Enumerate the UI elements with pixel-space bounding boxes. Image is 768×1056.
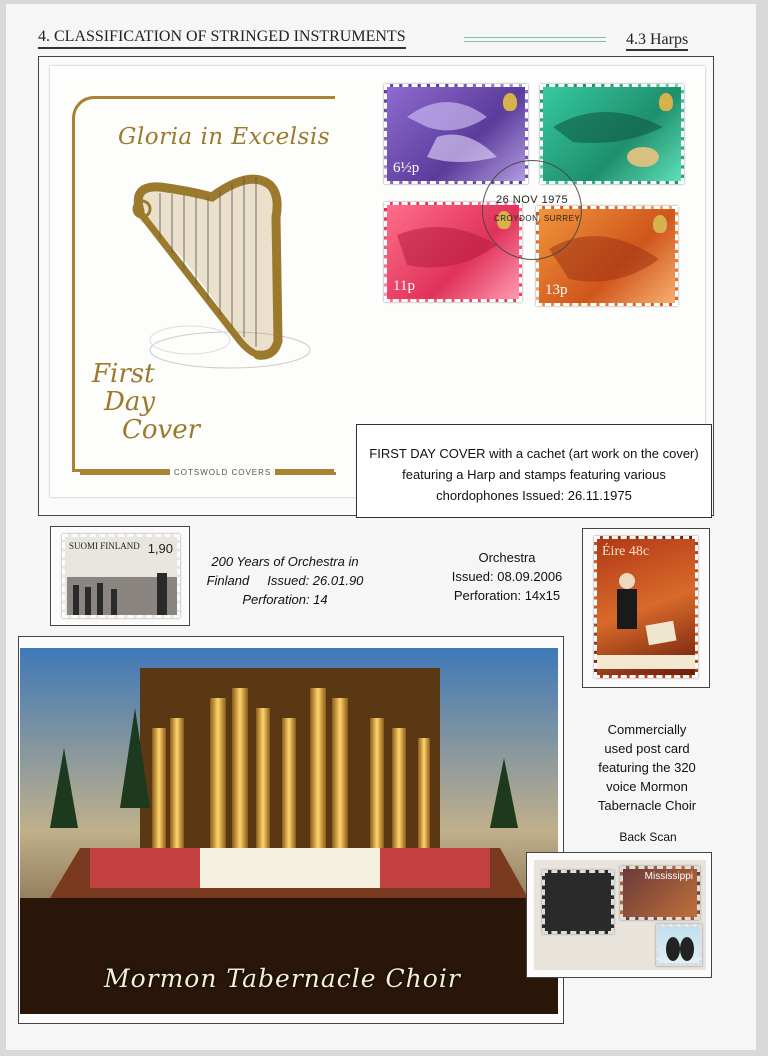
back-stamp-portrait: [542, 870, 614, 934]
cachet-top-line: [130, 96, 335, 99]
postcard-note-line-4: voice Mormon: [606, 779, 688, 794]
cachet-maker: COTSWOLD COVERS: [170, 468, 275, 477]
conductor-icon: [597, 563, 697, 673]
finland-note: [200, 552, 370, 609]
ireland-note-line-3: Perforation: 14x15: [453, 588, 561, 603]
back-scan-image: [534, 860, 706, 970]
finland-stamp: [62, 534, 180, 618]
penguin-icon: [659, 927, 699, 963]
postmark-place: CROYDON, SURREY: [494, 214, 581, 223]
postcard-note-line-1: Commercially: [607, 722, 687, 737]
fdc-line-2: Day: [104, 387, 156, 417]
finland-value: 1,90: [147, 541, 173, 556]
postmark: [482, 160, 582, 260]
postcard-image: [20, 648, 558, 1014]
ireland-note-line-1: Orchestra: [478, 550, 536, 565]
back-stamp-mississippi: [620, 866, 700, 920]
cachet-title: Gloria in Excelsis: [118, 124, 331, 150]
stamp-value: 13p: [545, 282, 568, 298]
finland-note-line-2: Finland Issued: 26.01.90: [206, 573, 364, 588]
postcard-note-line-5: Tabernacle Choir: [597, 798, 697, 813]
tabernacle-organ-illustration: [20, 648, 558, 1014]
fdc-line-3: Cover: [122, 415, 201, 445]
harp-icon: [120, 165, 330, 375]
subsection-title: 4.3 Harps: [626, 31, 688, 51]
lute-angel-icon: [543, 87, 683, 183]
back-stamp-penguin: [656, 924, 702, 966]
postcard-note-line-3: featuring the 320: [598, 760, 696, 775]
finland-country: SUOMI FINLAND: [69, 541, 140, 551]
cachet-fdc-text: [92, 360, 200, 444]
postcard-note-line-2: used post card: [604, 741, 690, 756]
stamp-value: 11p: [393, 278, 415, 294]
back-stamp-label: Mississippi: [644, 871, 693, 882]
stamp-value: 6½p: [393, 160, 420, 176]
fdc-line-1: First: [92, 359, 155, 389]
ireland-note: [432, 548, 582, 605]
section-title: 4. CLASSIFICATION OF STRINGED INSTRUMENTS: [38, 28, 406, 49]
postcard-title: Mormon Tabernacle Choir: [104, 964, 461, 993]
orchestra-icon: [67, 567, 179, 617]
header-divider: [464, 37, 606, 42]
postcard-note: [592, 720, 702, 815]
finland-note-line-3: Perforation: 14: [242, 592, 328, 607]
cover-caption: FIRST DAY COVER with a cachet (art work on the cover) featuring a Harp and stamps featuring various chordophones Issued: 26.11.1975: [356, 424, 712, 518]
postmark-date: 26 NOV 1975: [496, 194, 569, 206]
ireland-note-line-2: Issued: 08.09.2006: [451, 569, 563, 584]
finland-note-line-1: 200 Years of Orchestra in: [211, 554, 359, 569]
back-scan-label: Back Scan: [619, 830, 677, 844]
ireland-stamp: [594, 536, 698, 678]
ireland-country: Éire 48c: [602, 544, 650, 559]
